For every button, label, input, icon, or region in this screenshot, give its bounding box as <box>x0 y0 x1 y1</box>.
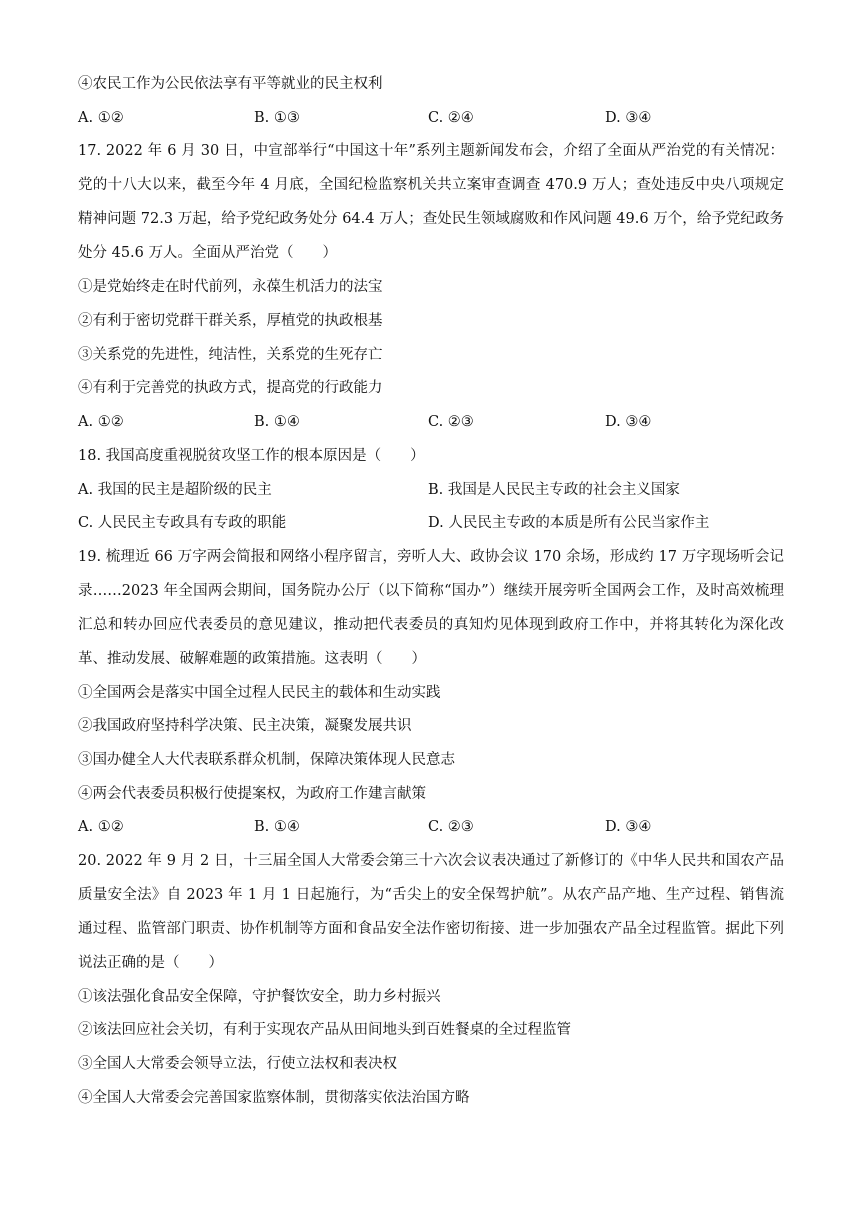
q19-statement-3: ③国办健全人大代表联系群众机制，保障决策体现人民意志 <box>78 752 455 768</box>
q17-statement-3: ③关系党的先进性，纯洁性，关系党的生死存亡 <box>78 347 383 363</box>
q16-option-c: C. ②④ <box>428 110 474 126</box>
q17-statement-1: ①是党始终走在时代前列，永葆生机活力的法宝 <box>78 279 383 295</box>
q19-stem: 19. 梳理近 66 万字两会简报和网络小程序留言，旁听人大、政协会议 170 余场，形成约 17 万字现场听会记录……2023 年全国两会期间，国务院办公厅（以下简称“国办”）继续开展旁听全国两会工作，及时高效梳理汇总和转办回应代表委员的意见建议，推动把代表委员的真知灼见体现到政府工作中，并将其转化为深化改革、推动发展、破解难题的政策措施。这表明（ ） <box>78 549 784 667</box>
q17-option-c: C. ②③ <box>428 414 474 430</box>
q18-option-c: C. 人民民主专政具有专政的职能 <box>78 515 287 531</box>
q19-statement-4: ④两会代表委员积极行使提案权，为政府工作建言献策 <box>78 786 426 802</box>
q18-option-d: D. 人民民主专政的本质是所有公民当家作主 <box>428 515 710 531</box>
q20-statement-3: ③全国人大常委会领导立法，行使立法权和表决权 <box>78 1056 397 1072</box>
q16-option-d: D. ③④ <box>605 110 652 126</box>
q18-options-row-2 <box>78 513 784 533</box>
q17-options <box>78 412 784 432</box>
q16-option-b: B. ①③ <box>254 110 300 126</box>
q20-statement-1: ①该法强化食品安全保障，守护餐饮安全，助力乡村振兴 <box>78 989 441 1005</box>
q16-statement-4: ④农民工作为公民依法享有平等就业的民主权利 <box>78 76 383 92</box>
q18-options-row-1 <box>78 480 784 500</box>
q18-option-b: B. 我国是人民民主专政的社会主义国家 <box>428 482 680 498</box>
q16-option-a: A. ①② <box>78 110 124 126</box>
q18-option-a: A. 我国的民主是超阶级的民主 <box>78 482 272 498</box>
q17-stem: 17. 2022 年 6 月 30 日，中宣部举行“中国这十年”系列主题新闻发布会，介绍了全面从严治党的有关情况：党的十八大以来，截至今年 4 月底，全国纪检监察机关共立案审查调查 470.9 万人；查处违反中央八项规定精神问题 72.3 万起，给予党纪政务处分 64.4 万人；查处民生领域腐败和作风问题 49.6 万个，给予党纪政务处分 45.6 万人。全面从严治党（ ） <box>78 143 784 261</box>
q17-option-a: A. ①② <box>78 414 124 430</box>
q19-option-c: C. ②③ <box>428 819 474 835</box>
q17-option-b: B. ①④ <box>254 414 300 430</box>
q20-statement-4: ④全国人大常委会完善国家监察体制，贯彻落实依法治国方略 <box>78 1090 470 1106</box>
q17-statement-4: ④有利于完善党的执政方式，提高党的行政能力 <box>78 380 383 396</box>
q20-stem: 20. 2022 年 9 月 2 日，十三届全国人大常委会第三十六次会议表决通过了新修订的《中华人民共和国农产品质量安全法》自 2023 年 1 月 1 日起施行，为“舌尖上的安全保驾护航”。从农产品产地、生产过程、销售流通过程、监管部门职责、协作机制等方面和食品安全法作密切衔接、进一步加强农产品全过程监管。据此下列说法正确的是（ ） <box>78 853 784 971</box>
q18-stem: 18. 我国高度重视脱贫攻坚工作的根本原因是（ ） <box>78 448 425 464</box>
q19-option-d: D. ③④ <box>605 819 652 835</box>
q20-statement-2: ②该法回应社会关切，有利于实现农产品从田间地头到百姓餐桌的全过程监管 <box>78 1022 571 1038</box>
q16-options <box>78 108 784 128</box>
q17-statement-2: ②有利于密切党群干群关系，厚植党的执政根基 <box>78 313 383 329</box>
q19-option-a: A. ①② <box>78 819 124 835</box>
q19-options <box>78 817 784 837</box>
q17-option-d: D. ③④ <box>605 414 652 430</box>
q19-option-b: B. ①④ <box>254 819 300 835</box>
q19-statement-1: ①全国两会是落实中国全过程人民民主的载体和生动实践 <box>78 685 441 701</box>
q19-statement-2: ②我国政府坚持科学决策、民主决策，凝聚发展共识 <box>78 718 412 734</box>
